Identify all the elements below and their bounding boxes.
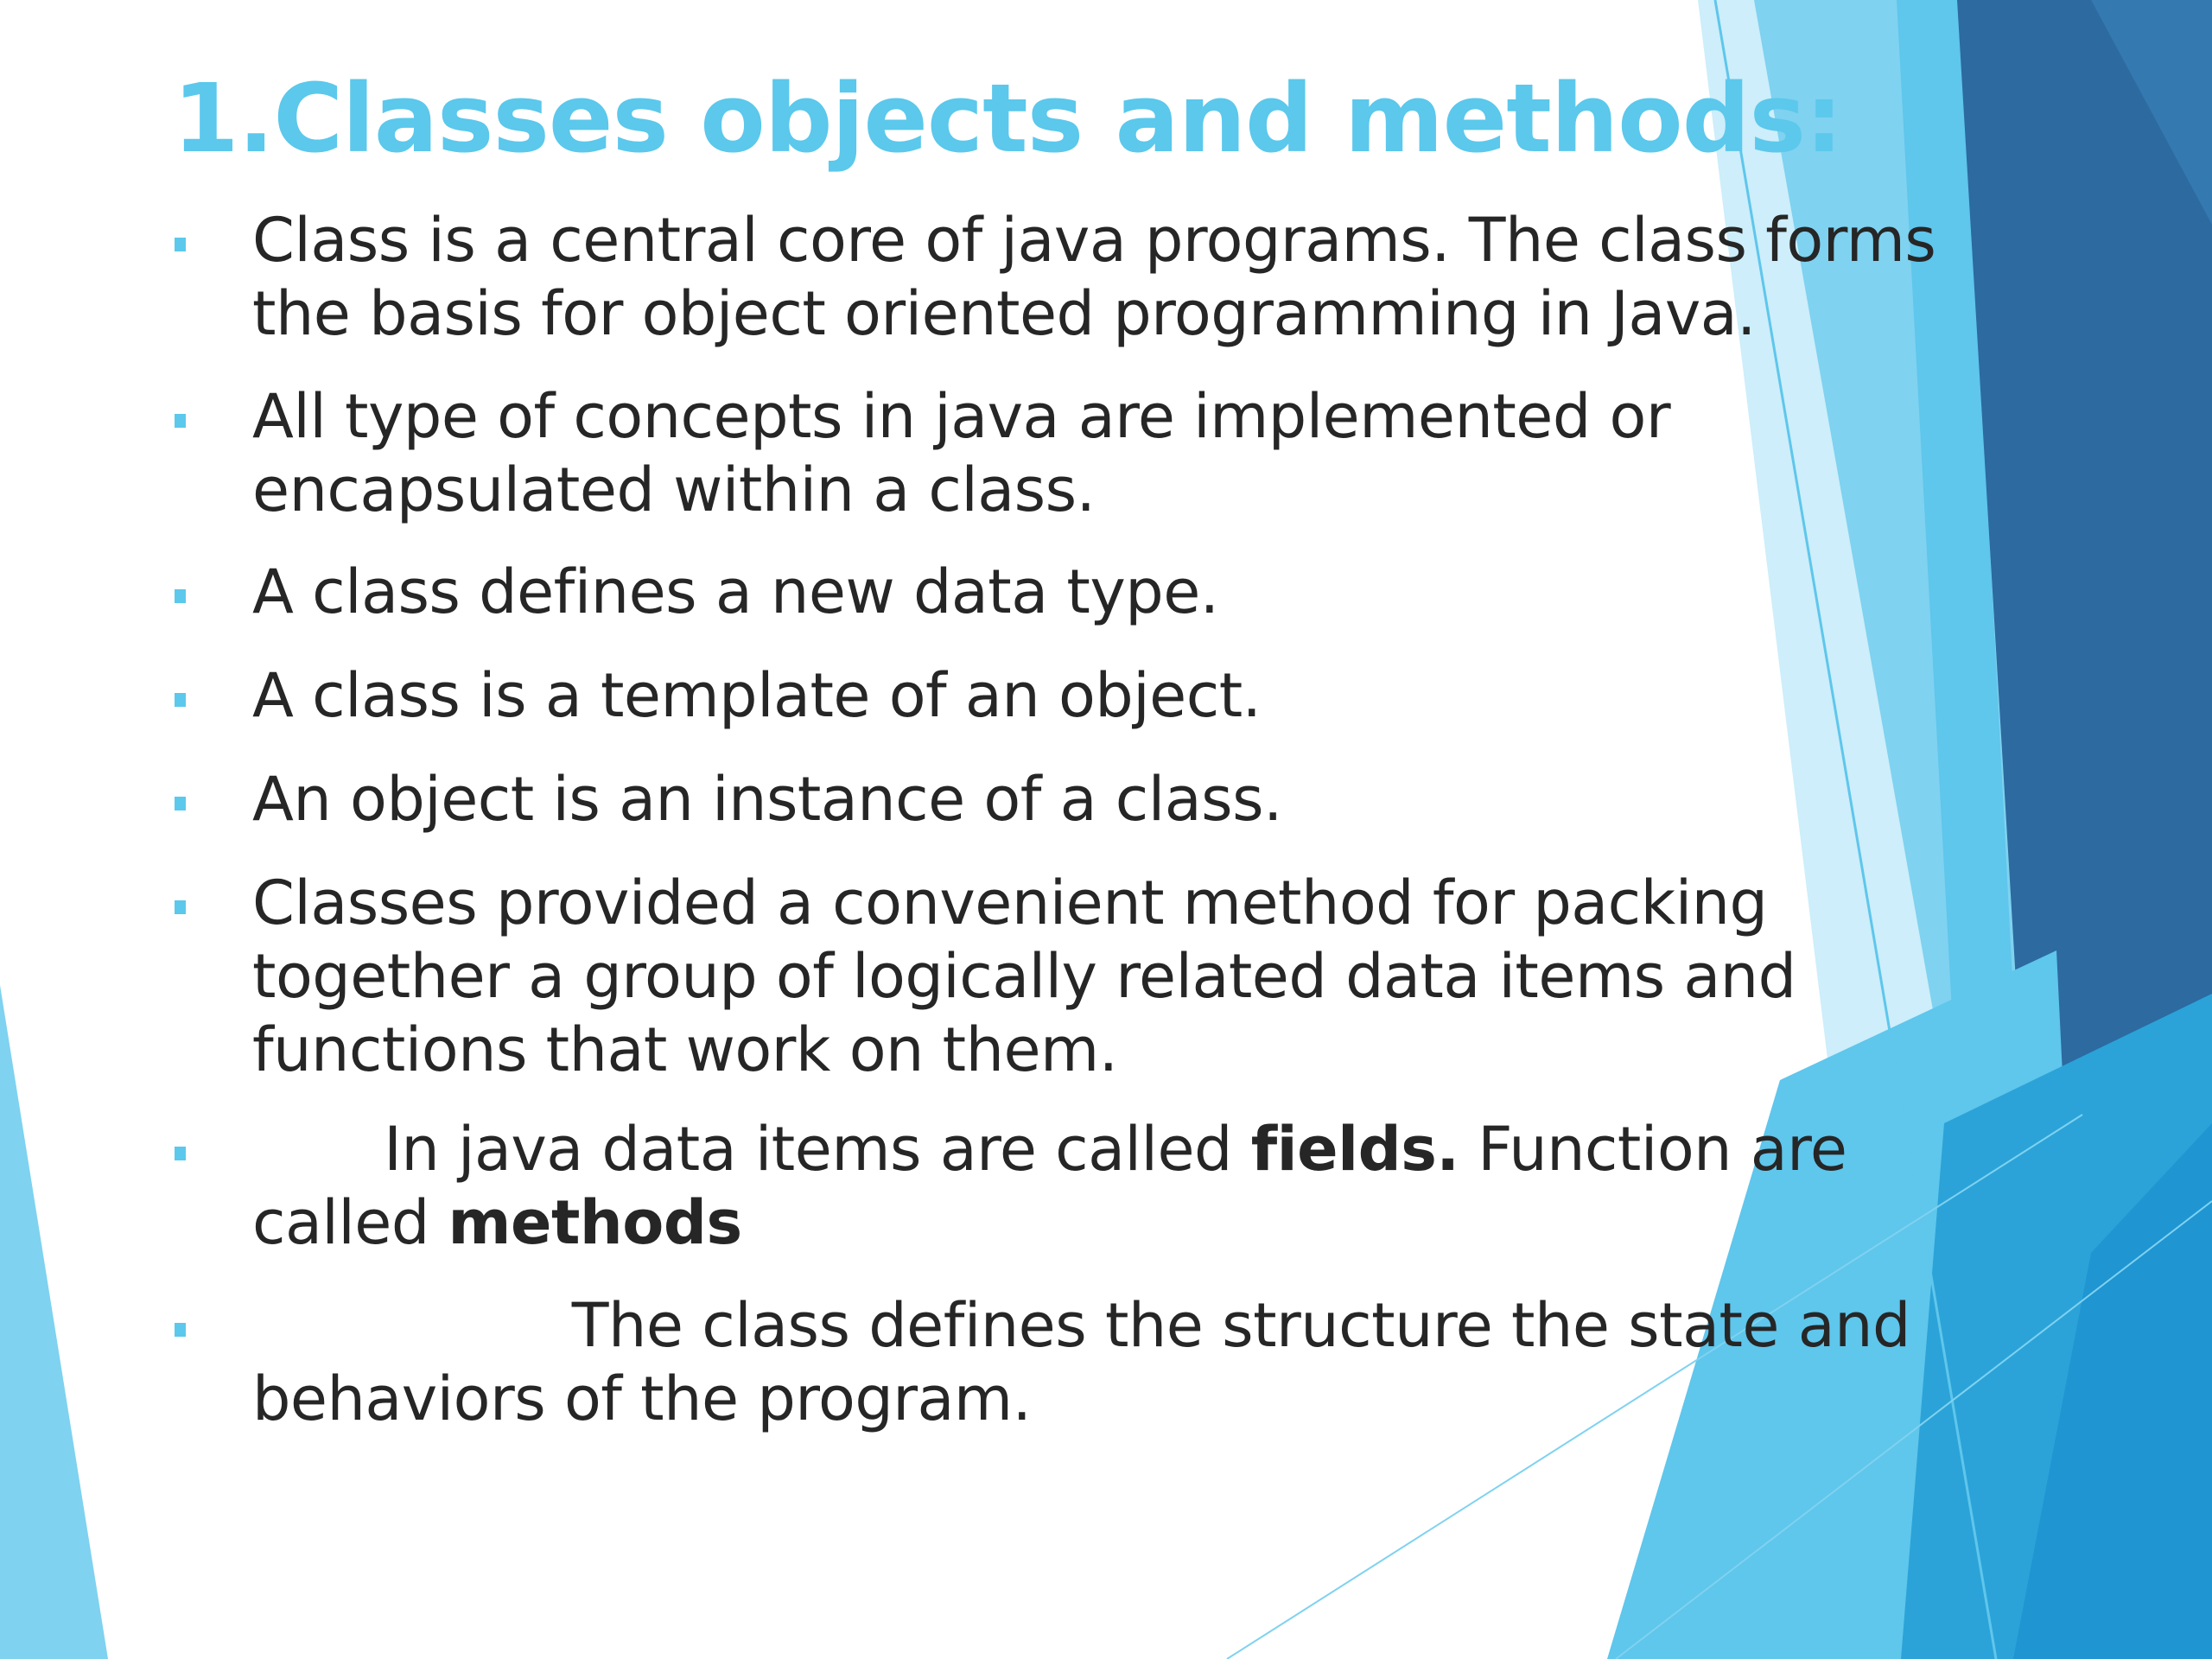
text-segment: behaviors of the program. <box>252 1363 1032 1434</box>
text-segment: A class is a template of an object. <box>252 660 1262 731</box>
bullet-marker-icon <box>175 1147 186 1160</box>
text-segment: Classes provided a convenient method for packing <box>252 868 1768 938</box>
bullet-marker-icon <box>175 238 186 251</box>
text-segment: Function are <box>1459 1114 1847 1185</box>
bullet-marker-icon <box>175 414 186 428</box>
text-segment: The class defines the structure the state and <box>252 1290 1910 1361</box>
text-segment: Class is a central core of java programs. The class forms <box>252 205 1936 276</box>
bullet-text <box>252 1289 1980 1436</box>
bullet-text <box>252 380 1980 527</box>
bullet-text <box>252 204 1980 351</box>
text-segment: called <box>252 1187 448 1258</box>
bold-term: methods <box>448 1187 742 1258</box>
text-segment: functions that work on them. <box>252 1014 1118 1085</box>
bold-term: fields. <box>1250 1114 1459 1185</box>
text-segment: All type of concepts in java are implemented or <box>252 381 1671 452</box>
bullet-marker-icon <box>175 900 186 914</box>
bullet-marker-icon <box>175 589 186 603</box>
text-segment: An object is an instance of a class. <box>252 764 1282 835</box>
text-segment: encapsulated within a class. <box>252 454 1096 525</box>
text-segment: together a group of logically related data items and <box>252 941 1796 1012</box>
left-accent-shape <box>0 985 108 1659</box>
text-segment: the basis for object oriented programming in Java. <box>252 278 1756 349</box>
bullet-marker-icon <box>175 797 186 810</box>
bullet-marker-icon <box>175 693 186 707</box>
bullet-text <box>252 556 1980 629</box>
bullet-text <box>252 867 1980 1087</box>
text-segment: A class defines a new data type. <box>252 556 1219 627</box>
bullet-text <box>252 1113 1980 1260</box>
text-segment: In java data items are called <box>252 1114 1251 1185</box>
slide-title: 1.Classes objects and methods: <box>173 63 1842 174</box>
bullet-text <box>252 763 1980 836</box>
bullet-text <box>252 659 1980 733</box>
bullet-marker-icon <box>175 1323 186 1337</box>
